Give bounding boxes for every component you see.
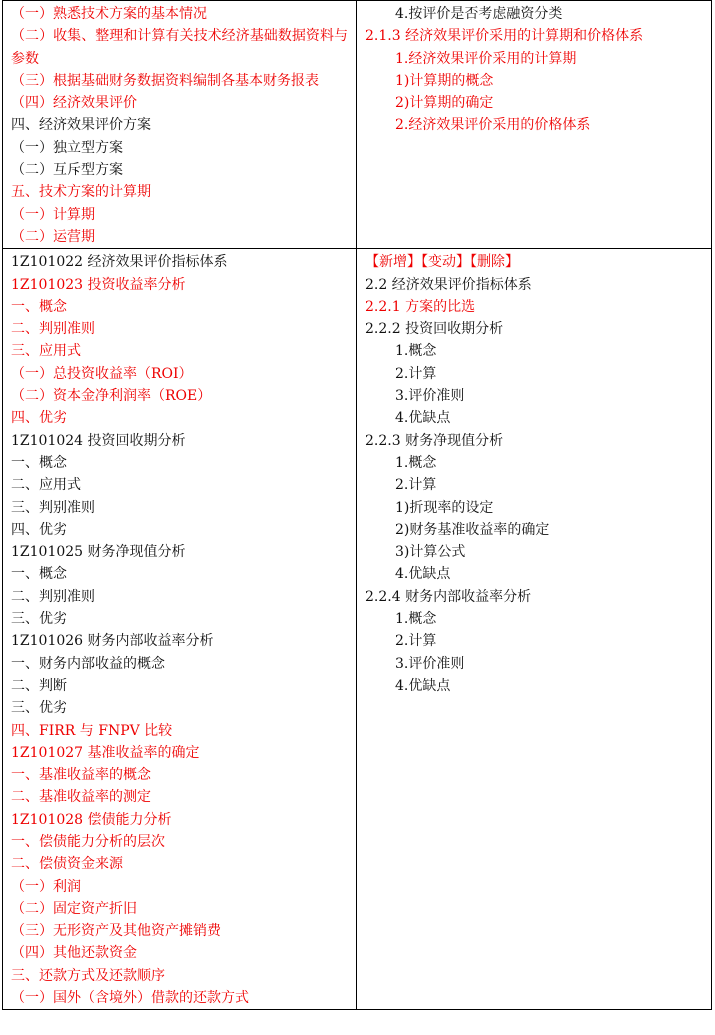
outline-line: （一）独立型方案: [11, 139, 123, 156]
outline-line: 3.评价准则: [395, 388, 465, 405]
outline-line: （四）经济效果评价: [11, 95, 137, 112]
outline-line: 1Z101023 投资收益率分析: [11, 276, 186, 293]
outline-line: 4.优缺点: [395, 677, 451, 694]
outline-line: 三、应用式: [11, 343, 81, 360]
outline-line: （三）无形资产及其他资产摊销费: [11, 923, 221, 940]
outline-line: 1.概念: [395, 343, 437, 360]
outline-line: （四）其他还款资金: [11, 945, 137, 962]
outline-line: 2.经济效果评价采用的价格体系: [395, 117, 591, 134]
outline-line: 二、判别准则: [11, 321, 95, 338]
outline-line: 4.优缺点: [395, 410, 451, 427]
outline-line: 三、优劣: [11, 611, 67, 628]
outline-line: 1.经济效果评价采用的计算期: [395, 50, 577, 67]
outline-line: 一、概念: [11, 298, 67, 315]
outline-line: 1Z101028 偿债能力分析: [11, 811, 172, 828]
outline-line: 4.优缺点: [395, 566, 451, 583]
outline-line: 2)计算期的确定: [395, 95, 494, 112]
outline-line: 2.1.3 经济效果评价采用的计算期和价格体系: [365, 28, 644, 45]
outline-line: 三、判别准则: [11, 499, 95, 516]
outline-line: 三、还款方式及还款顺序: [11, 967, 165, 984]
table-row: [3, 1, 712, 249]
outline-line: （一）熟悉技术方案的基本情况: [11, 6, 207, 22]
right-cell: [357, 249, 712, 1010]
outline-line: 二、判断: [11, 677, 67, 694]
outline-line: 1.概念: [395, 454, 437, 471]
outline-line: （一）计算期: [11, 206, 95, 223]
outline-line: 四、经济效果评价方案: [11, 117, 151, 134]
outline-line: 1Z101026 财务内部收益率分析: [11, 633, 214, 650]
outline-line: 二、应用式: [11, 477, 81, 494]
outline-line: （一）总投资收益率（ROI）: [11, 365, 193, 382]
outline-line: 四、优劣: [11, 521, 67, 538]
outline-line: （三）根据基础财务数据资料编制各基本财务报表: [11, 72, 319, 89]
table-row: [3, 249, 712, 1010]
outline-line: 2)财务基准收益率的确定: [395, 521, 550, 538]
outline-line: （二）互斥型方案: [11, 162, 123, 179]
outline-line: 三、优劣: [11, 700, 67, 717]
outline-line: 四、优劣: [11, 410, 67, 427]
comparison-table: [2, 0, 712, 1010]
outline-line: 【新增】【变动】【删除】: [365, 254, 519, 271]
outline-line: 1)折现率的设定: [395, 499, 494, 516]
outline-line: 一、基准收益率的概念: [11, 767, 151, 784]
outline-line: （二）资本金净利润率（ROE）: [11, 388, 212, 405]
outline-line: 一、概念: [11, 454, 67, 471]
outline-line: 1)计算期的概念: [395, 72, 494, 89]
outline-line: 2.2.1 方案的比选: [365, 298, 476, 315]
outline-line: 4.按评价是否考虑融资分类: [395, 6, 563, 22]
outline-line: 2.2.4 财务内部收益率分析: [365, 588, 532, 605]
outline-line: 四、FIRR 与 FNPV 比较: [11, 722, 173, 739]
outline-line: 五、技术方案的计算期: [11, 184, 151, 201]
outline-line: 1.概念: [395, 611, 437, 628]
outline-line: 二、基准收益率的测定: [11, 789, 151, 806]
outline-line: （二）收集、整理和计算有关技术经济基础数据资料与参数: [11, 28, 348, 67]
outline-line: （一）利润: [11, 878, 81, 895]
outline-line: 1Z101022 经济效果评价指标体系: [11, 254, 228, 271]
outline-line: 二、偿债资金来源: [11, 856, 123, 873]
left-cell: [3, 249, 357, 1010]
outline-line: （一）国外（含境外）借款的还款方式: [11, 990, 249, 1007]
outline-line: （二）固定资产折旧: [11, 900, 137, 917]
outline-line: 3.评价准则: [395, 655, 465, 672]
outline-line: 3)计算公式: [395, 544, 466, 561]
outline-line: 2.计算: [395, 477, 437, 494]
outline-line: 1Z101025 财务净现值分析: [11, 544, 186, 561]
outline-line: 2.2.2 投资回收期分析: [365, 321, 504, 338]
outline-line: 1Z101027 基准收益率的确定: [11, 744, 200, 761]
outline-line: 一、偿债能力分析的层次: [11, 833, 165, 850]
right-cell: [357, 1, 712, 249]
outline-line: （二）运营期: [11, 228, 95, 245]
outline-line: 二、判别准则: [11, 588, 95, 605]
outline-line: 1Z101024 投资回收期分析: [11, 432, 186, 449]
outline-line: 2.2 经济效果评价指标体系: [365, 276, 532, 293]
outline-line: 2.计算: [395, 633, 437, 650]
left-cell: [3, 1, 357, 249]
outline-line: 一、概念: [11, 566, 67, 583]
outline-line: 2.计算: [395, 365, 437, 382]
outline-line: 一、财务内部收益的概念: [11, 655, 165, 672]
outline-line: 2.2.3 财务净现值分析: [365, 432, 504, 449]
